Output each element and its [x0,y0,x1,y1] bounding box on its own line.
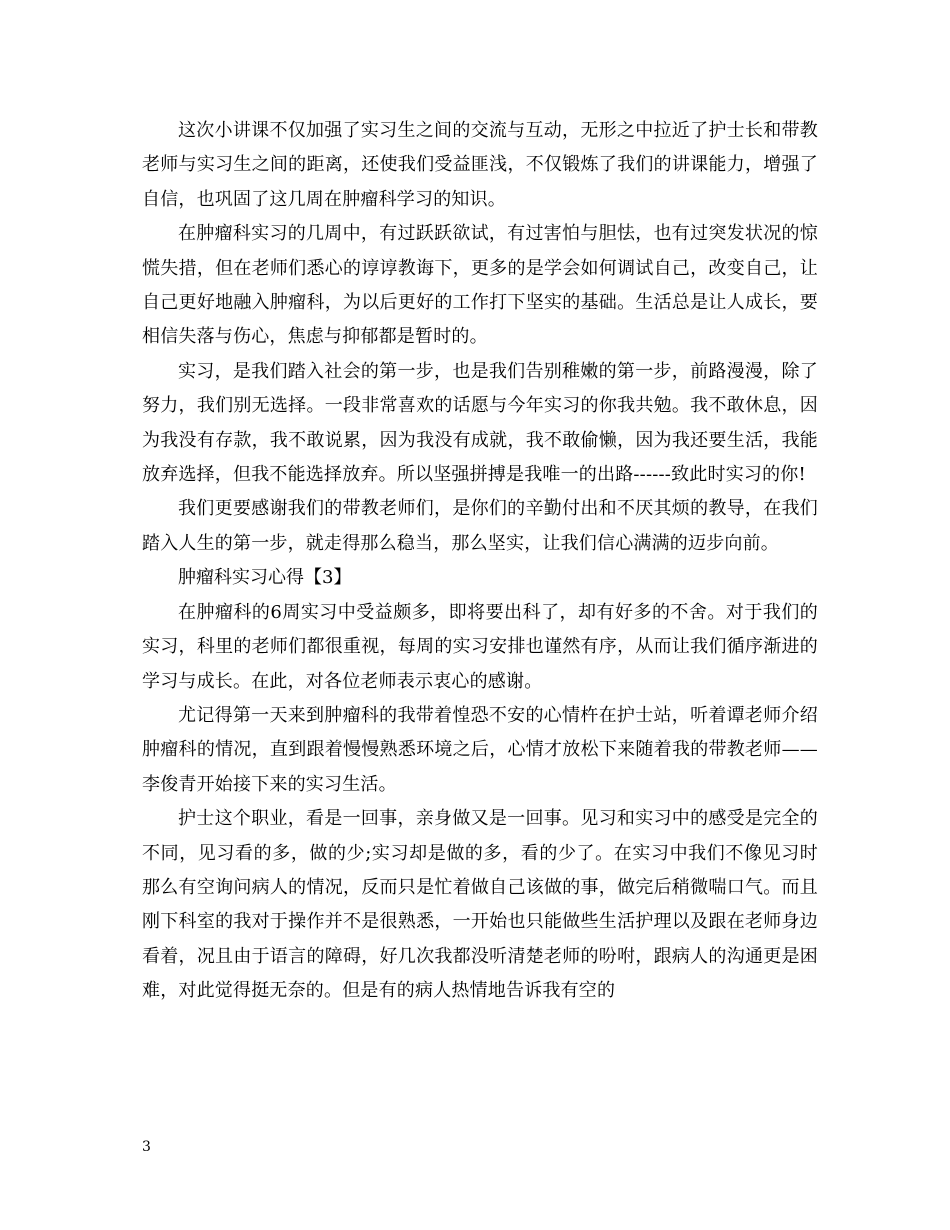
paragraph: 实习，是我们踏入社会的第一步，也是我们告别稚嫩的第一步，前路漫漫，除了努力，我们别无选择。一段非常喜欢的话愿与今年实习的你我共勉。我不敢休息，因为我没有存款，我不敢说累，因为我没有成就，我不敢偷懒，因为我还要生活，我能放弃选择，但我不能选择放弃。所以坚强拼搏是我唯一的出路------致此时实习的你! [142,360,818,486]
paragraph: 在肿瘤科实习的几周中，有过跃跃欲试，有过害怕与胆怯，也有过突发状况的惊慌失措，但在老师们悉心的谆谆教诲下，更多的是学会如何调试自己，改变自己，让自己更好地融入肿瘤科，为以后更好的工作打下坚实的基础。生活总是让人成长，要相信失落与伤心，焦虑与抑郁都是暂时的。 [142,223,818,348]
paragraph: 在肿瘤科的6周实习中受益颇多，即将要出科了，却有好多的不舍。对于我们的实习，科里的老师们都很重视，每周的实习安排也谨然有序，从而让我们循序渐进的学习与成长。在此，对各位老师表示衷心的感谢。 [142,601,818,692]
paragraph: 护士这个职业，看是一回事，亲身做又是一回事。见习和实习中的感受是完全的不同，见习看的多，做的少;实习却是做的多，看的少了。在实习中我们不像见习时那么有空询问病人的情况，反而只是忙着做自己该做的事，做完后稍微喘口气。而且刚下科室的我对于操作并不是很熟悉，一开始也只能做些生活护理以及跟在老师身边看着，况且由于语言的障碍，好几次我都没听清楚老师的吩咐，跟病人的沟通更是困难，对此觉得挺无奈的。但是有的病人热情地告诉我有空的 [142,808,818,1002]
paragraph: 我们更要感谢我们的带教老师们，是你们的辛勤付出和不厌其烦的教导，在我们踏入人生的第一步，就走得那么稳当，那么坚实，让我们信心满满的迈步向前。 [142,498,818,554]
document-body [142,114,818,1009]
paragraph: 这次小讲课不仅加强了实习生之间的交流与互动，无形之中拉近了护士长和带教老师与实习生之间的距离，还使我们受益匪浅，不仅锻炼了我们的讲课能力，增强了自信，也巩固了这几周在肿瘤科学习的知识。 [142,120,818,210]
section-heading: 肿瘤科实习心得【3】 [178,567,352,589]
page-number: 3 [142,1139,151,1155]
paragraph: 尤记得第一天来到肿瘤科的我带着惶恐不安的心情杵在护士站，听着谭老师介绍肿瘤科的情况，直到跟着慢慢熟悉环境之后，心情才放松下来随着我的带教老师——李俊青开始接下来的实习生活。 [142,704,818,795]
